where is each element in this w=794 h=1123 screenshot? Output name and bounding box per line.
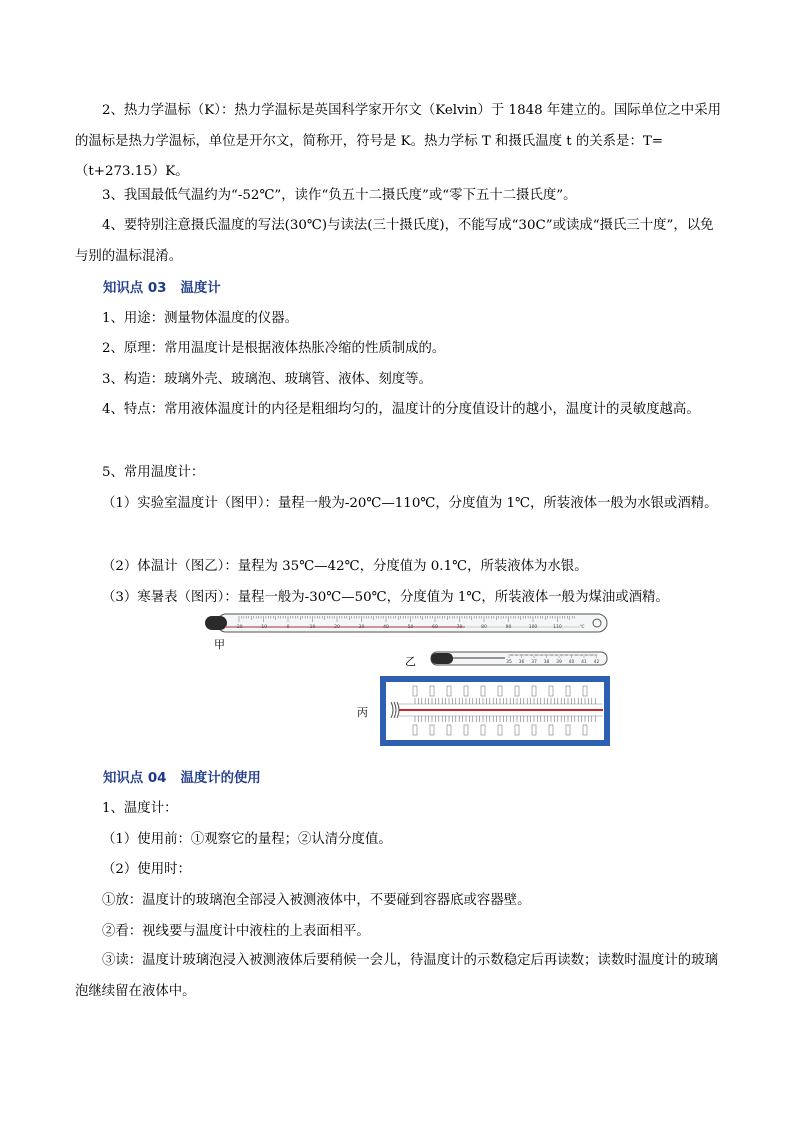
paragraph-reading: ③读：温度计玻璃泡浸入被测液体后要稍候一会儿，待温度计的示数稳定后再读数；读数时温度计的玻璃泡继续留在液体中。 xyxy=(75,953,718,999)
scale-tick-label: 80 xyxy=(481,625,487,630)
heading-number: 知识点 03 xyxy=(103,281,167,296)
heading-title: 温度计的使用 xyxy=(180,771,261,786)
list-item: 2、原理：常用温度计是根据液体热胀冷缩的性质制成的。 xyxy=(102,341,446,356)
list-item: 4、特点：常用液体温度计的内径是粗细均匀的，温度计的分度值设计的越小，温度计的灵敏度越高。 xyxy=(102,402,700,417)
scale-tick-label: 39 xyxy=(556,660,562,665)
paragraph-lowest-temperature: 3、我国最低气温约为“-52℃”，读作“负五十二摄氏度”或“零下五十二摄氏度”。 xyxy=(102,188,577,203)
paragraph-kelvin-scale: 2、热力学温标（K）：热力学温标是英国科学家开尔文（Kelvin）于 1848 年建立的。国际单位之中采用的温标是热力学温标，单位是开尔文，简称开，符号是 K。热力学标 T 和摄氏温度 t 的关系是：T=（t+273.15）K。 xyxy=(75,103,721,179)
lab-thermometer-bulb xyxy=(205,616,227,630)
clinical-thermometer xyxy=(431,652,607,665)
scale-tick-label: 10 xyxy=(309,625,316,630)
scale-tick-label: 110 xyxy=(553,625,562,630)
list-item: ②看：视线要与温度计中液柱的上表面相平。 xyxy=(102,924,370,939)
list-item: （3）寒暑表（图丙）：量程一般为-30℃—50℃，分度值为 1℃，所装液体一般为煤油或酒精。 xyxy=(102,590,669,605)
scale-tick-label: 36 xyxy=(518,660,525,665)
scale-tick-label: 30 xyxy=(358,625,365,630)
list-item: 5、常用温度计： xyxy=(102,465,205,480)
scale-tick-label: 35 xyxy=(506,660,512,665)
scale-tick-label: -10 xyxy=(259,625,268,630)
scale-tick-label: 20 xyxy=(334,625,340,630)
list-item: （1）实验室温度计（图甲）：量程一般为-20℃—110℃，分度值为 1℃，所装液体一般为水银或酒精。 xyxy=(102,496,718,511)
scale-tick-label: 40 xyxy=(568,660,575,665)
scale-tick-label: 60 xyxy=(432,625,438,630)
list-item: 1、温度计： xyxy=(102,801,178,816)
scale-tick-label: 70 xyxy=(456,625,463,630)
label-bing: 丙 xyxy=(357,706,368,719)
weather-thermometer xyxy=(380,676,610,746)
paragraph-writing-celsius: 4、要特别注意摄氏温度的写法(30℃)与读法(三十摄氏度)，不能写成“30C”或读成“摄氏三十度”，以免与别的温标混淆。 xyxy=(75,218,714,264)
scale-tick-label: 100 xyxy=(528,625,538,630)
heading-knowledge-04 xyxy=(103,767,275,786)
scale-tick-label: 90 xyxy=(505,625,512,630)
scale-tick-label: 42 xyxy=(593,660,600,665)
clinical-thermometer-bulb xyxy=(431,653,453,664)
heading-number: 知识点 04 xyxy=(103,771,167,786)
scale-tick-label: 50 xyxy=(407,625,414,630)
scale-tick-label: 40 xyxy=(383,625,389,630)
heading-title: 温度计 xyxy=(180,281,221,296)
scale-tick-label: 38 xyxy=(543,660,550,665)
thermometers-figure xyxy=(205,612,615,748)
scale-tick-label: 41 xyxy=(581,660,587,665)
scale-tick-label: -20 xyxy=(235,625,243,630)
label-jia: 甲 xyxy=(214,638,225,651)
list-item: 3、构造：玻璃外壳、玻璃泡、玻璃管、液体、刻度等。 xyxy=(102,372,432,387)
heading-knowledge-03 xyxy=(103,277,235,296)
list-item: （2）使用时： xyxy=(102,862,191,877)
list-item: （1）使用前：①观察它的量程；②认清分度值。 xyxy=(102,832,392,847)
list-item: 1、用途：测量物体温度的仪器。 xyxy=(102,311,298,326)
scale-tick-label: ℃ xyxy=(579,625,585,630)
list-item: （2）体温计（图乙）：量程为 35℃—42℃，分度值为 0.1℃，所装液体为水银。 xyxy=(102,559,588,574)
scale-tick-label: 37 xyxy=(531,660,537,665)
list-item: ①放：温度计的玻璃泡全部浸入被测液体中，不要碰到容器底或容器壁。 xyxy=(102,893,531,908)
lab-thermometer xyxy=(205,614,607,632)
label-yi: 乙 xyxy=(405,655,416,668)
scale-tick-label: 0 xyxy=(286,625,290,630)
